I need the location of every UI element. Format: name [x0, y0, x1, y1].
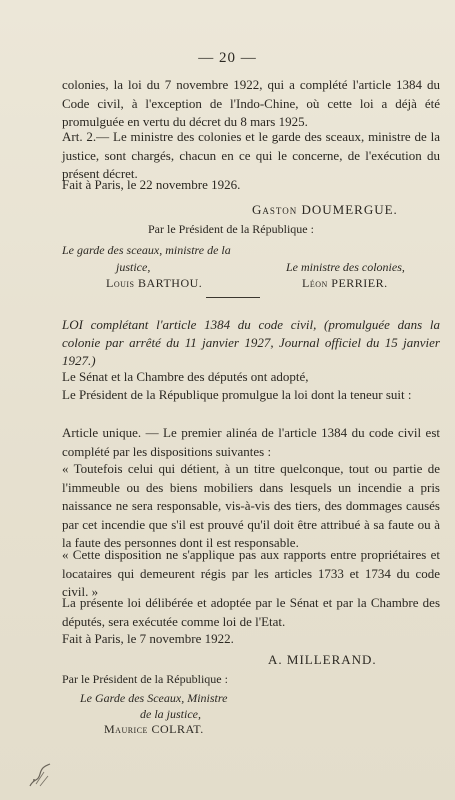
- garde-des-sceaux-title-line1: Le garde des sceaux, ministre de la: [62, 243, 231, 257]
- paragraph-cette-disposition: « Cette disposition ne s'applique pas aux rapports entre propriétaires et locataires qui demeurent régis par les articles 1733 et 1734 du code civil. »: [62, 547, 440, 600]
- garde-des-sceaux-title-2: [80, 690, 227, 722]
- par-le-president-2: Par le Président de la République :: [62, 672, 228, 686]
- par-le-president-1: Par le Président de la République :: [148, 222, 314, 236]
- paragraph-senat-adopte: Le Sénat et la Chambre des députés ont adopté,: [62, 369, 309, 384]
- paragraph-colonies: colonies, la loi du 7 novembre 1922, qui a complété l'article 1384 du Code civil, à l'exception de l'Indo-Chine, où cette loi a déjà été promulguée en vertu du décret du 8 mars 1925.: [62, 77, 440, 130]
- paragraph-fait-a-paris-1922: Fait à Paris, le 7 novembre 1922.: [62, 631, 234, 646]
- garde-des-sceaux-title-line2: justice,: [116, 260, 151, 274]
- paragraph-toutefois: « Toutefois celui qui détient, à un titre quelconque, tout ou partie de l'immeuble ou des biens mobiliers dans lesquels un incendie a pris naissance ne sera responsable, vis-à-vis des tiers, des dommages causés par cet incendie que s'il est prouvé qu'il doit être attribué à sa faute ou à la faute des personnes dont il est responsable.: [62, 461, 440, 551]
- paragraph-president-promulgue: Le Président de la République promulgue la loi dont la teneur suit :: [62, 387, 412, 402]
- paragraph-presente-loi: La présente loi délibérée et adoptée par le Sénat et par la Chambre des députés, sera exécutée comme loi de l'Etat.: [62, 595, 440, 629]
- signature-doumergue: Gaston DOUMERGUE.: [252, 202, 398, 217]
- garde-des-sceaux-title-2-line1: Le Garde des Sceaux, Ministre: [80, 691, 228, 705]
- law-title: LOI complétant l'article 1384 du code civil, (promulguée dans la colonie par arrêté du 11 janvier 1927, Journal officiel du 15 janvier 1927.): [62, 317, 440, 368]
- garde-des-sceaux-title-2-line2: de la justice,: [140, 707, 201, 721]
- signature-millerand: A. MILLERAND.: [268, 652, 377, 667]
- ink-mark-icon: [26, 760, 56, 790]
- paragraph-article-2: Art. 2.— Le ministre des colonies et le garde des sceaux, ministre de la justice, sont chargés, chacun en ce qui le concerne, de l'exécution du présent décret.: [62, 129, 440, 182]
- page-number: — 20 —: [198, 50, 257, 66]
- garde-des-sceaux-title: [62, 242, 262, 276]
- signature-colrat: Maurice COLRAT.: [104, 722, 204, 736]
- paragraph-article-unique: Article unique. — Le premier alinéa de l'article 1384 du code civil est complété par les dispositions suivantes :: [62, 425, 440, 459]
- signature-barthou: Louis BARTHOU.: [106, 276, 203, 290]
- paragraph-fait-a-paris-1926: Fait à Paris, le 22 novembre 1926.: [62, 177, 241, 192]
- section-divider: [206, 297, 260, 298]
- signature-perrier: Léon PERRIER.: [302, 276, 388, 290]
- ministre-colonies-title: Le ministre des colonies,: [286, 260, 405, 274]
